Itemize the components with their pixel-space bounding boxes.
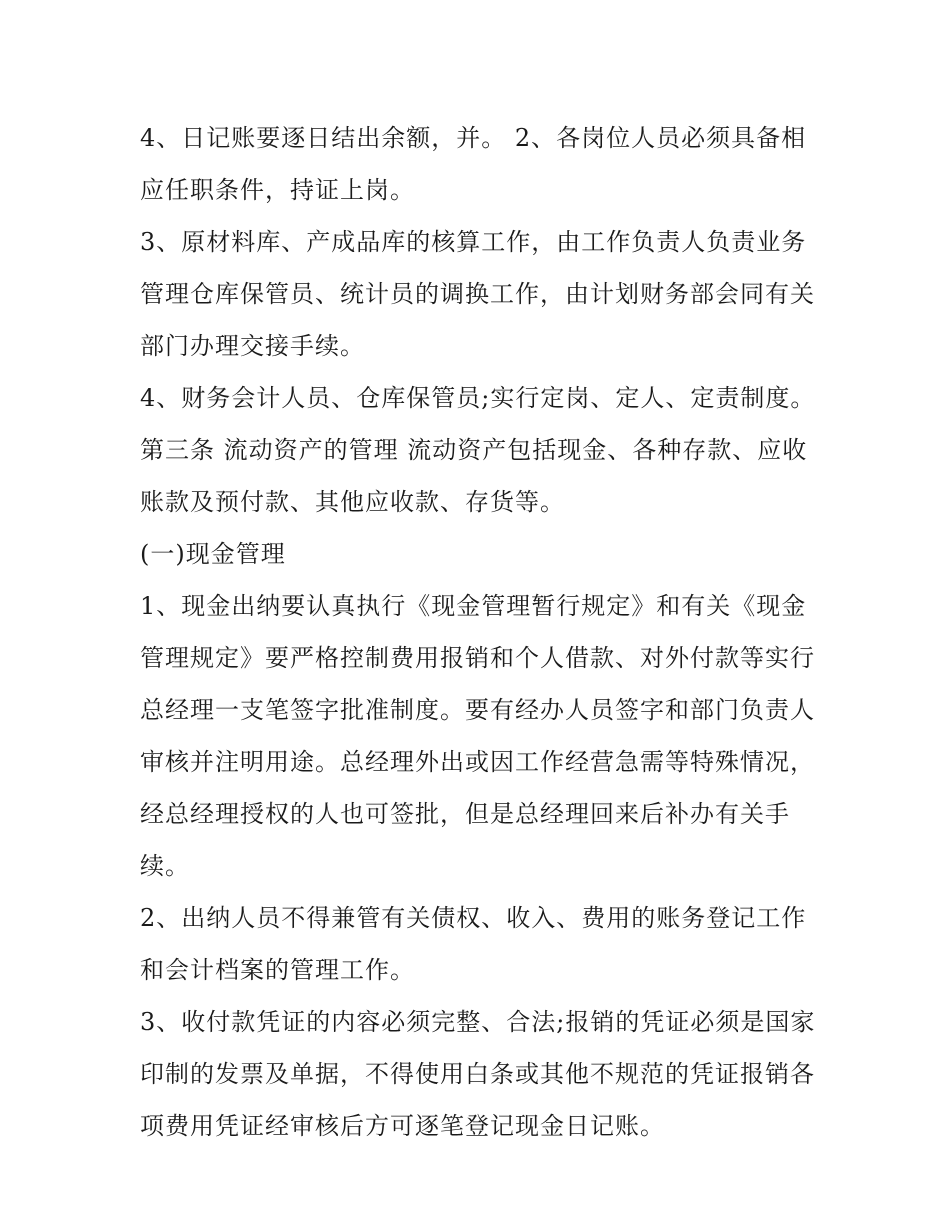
text-line: (一)现金管理 <box>140 540 286 568</box>
text-line: 应任职条件，持证上岗。 <box>140 176 415 204</box>
text-line: 2、出纳人员不得兼管有关债权、收入、费用的账务登记工作 <box>140 904 807 932</box>
text-line: 项费用凭证经审核后方可逐笔登记现金日记账。 <box>140 1112 665 1140</box>
text-line: 管理仓库保管员、统计员的调换工作，由计划财务部会同有关 <box>140 280 815 308</box>
text-line: 印制的发票及单据，不得使用白条或其他不规范的凭证报销各 <box>140 1060 815 1088</box>
text-line: 1、现金出纳要认真执行《现金管理暂行规定》和有关《现金 <box>140 592 807 620</box>
text-line: 和会计档案的管理工作。 <box>140 956 415 984</box>
paragraph-cashier-duties <box>140 892 820 996</box>
text-line: 3、原材料库、产成品库的核算工作，由工作负责人负责业务 <box>140 228 807 256</box>
text-line: 第三条 流动资产的管理 流动资产包括现金、各种存款、应收 <box>140 436 808 464</box>
text-line: 管理规定》要严格控制费用报销和个人借款、对外付款等实行 <box>140 644 815 672</box>
paragraph-current-assets <box>140 372 820 528</box>
paragraph-vouchers <box>140 996 820 1152</box>
document-body <box>140 112 820 1152</box>
text-line: 4、财务会计人员、仓库保管员;实行定岗、定人、定责制度。 <box>140 384 816 412</box>
text-line: 经总经理授权的人也可签批，但是总经理回来后补办有关手 <box>140 800 790 828</box>
section-heading-cash-management <box>140 528 820 580</box>
text-line: 账款及预付款、其他应收款、存货等。 <box>140 488 565 516</box>
paragraph-warehouse-accounting <box>140 216 820 372</box>
text-line: 审核并注明用途。总经理外出或因工作经营急需等特殊情况， <box>140 748 815 776</box>
text-line: 3、收付款凭证的内容必须完整、合法;报销的凭证必须是国家 <box>140 1008 816 1036</box>
text-line: 续。 <box>140 852 190 880</box>
paragraph-daily-ledger <box>140 112 820 216</box>
paragraph-cash-rules <box>140 580 820 892</box>
text-line: 总经理一支笔签字批准制度。要有经办人员签字和部门负责人 <box>140 696 815 724</box>
text-line: 4、日记账要逐日结出余额，并。 2、各岗位人员必须具备相 <box>140 124 807 152</box>
text-line: 部门办理交接手续。 <box>140 332 365 360</box>
